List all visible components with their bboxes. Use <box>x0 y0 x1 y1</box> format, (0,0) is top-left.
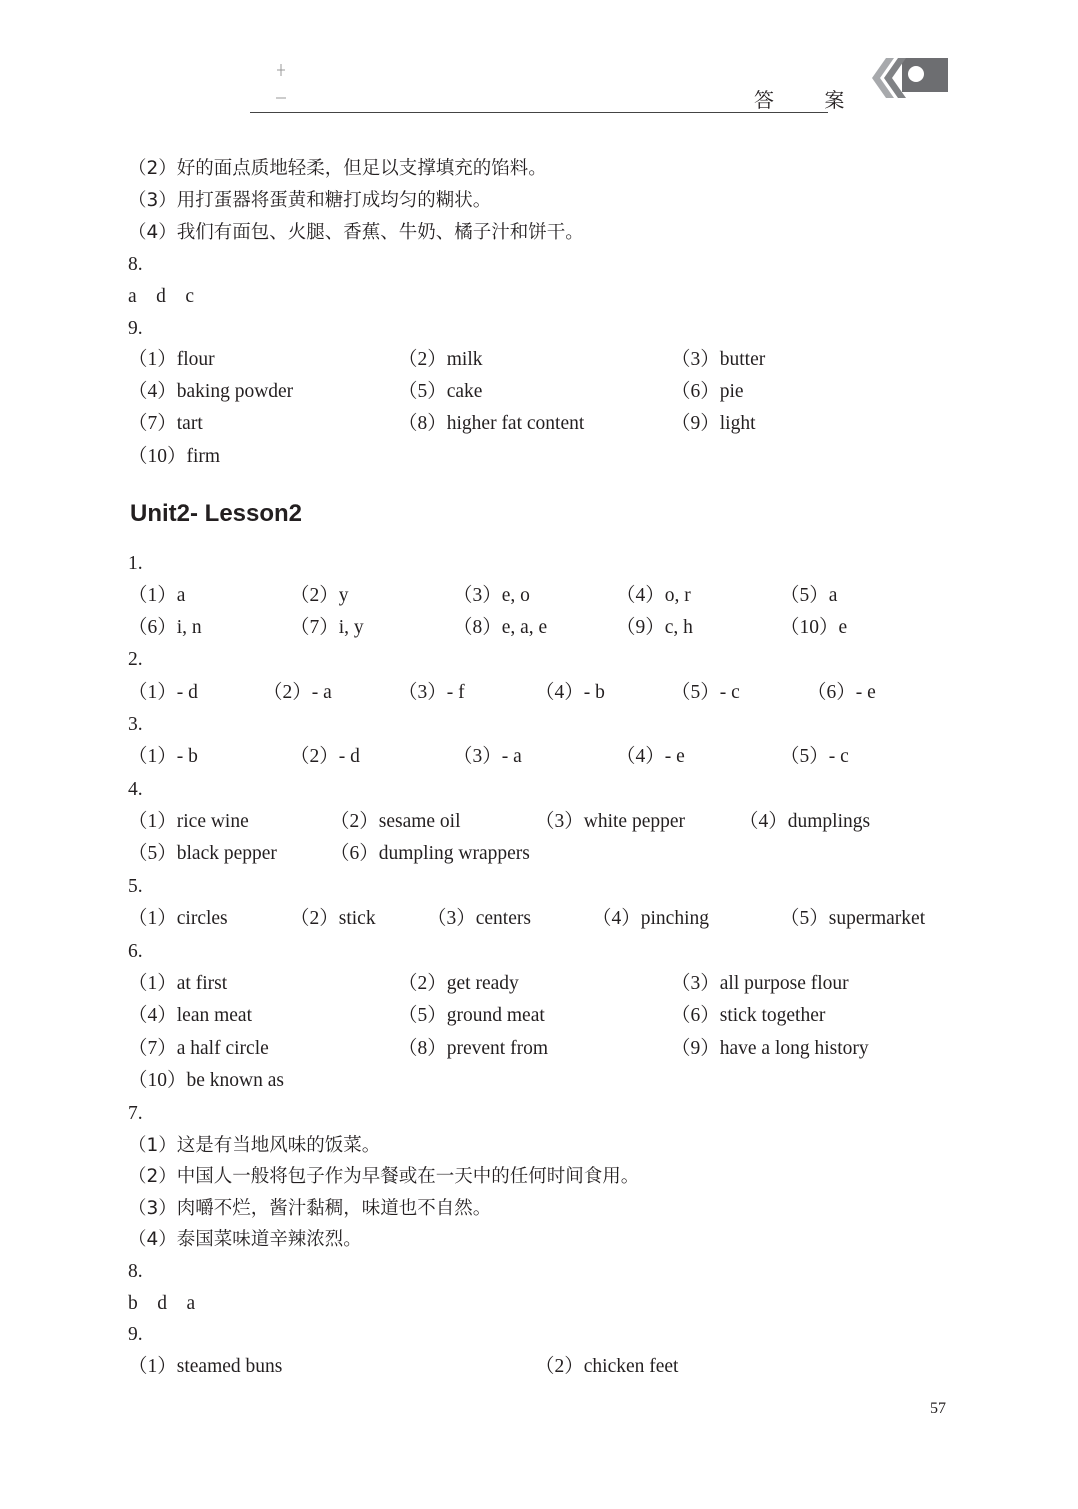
answer-item: （10）be known as <box>128 1070 284 1091</box>
answer-line: b d a <box>128 1293 196 1314</box>
answer-item: （3）- a <box>453 746 522 767</box>
answer-item: （9）have a long history <box>671 1038 869 1059</box>
answer-item: （5）black pepper <box>128 843 277 864</box>
answer-item: （4）lean meat <box>128 1005 252 1026</box>
answer-item: （9）light <box>671 413 756 434</box>
answer-line: （1）这是有当地风味的饭菜。 <box>128 1135 381 1156</box>
answer-item: （4）- e <box>616 746 685 767</box>
question-number: 9. <box>128 318 143 339</box>
answer-item: （8）e, a, e <box>453 617 548 638</box>
answer-item: （5）- c <box>671 682 740 703</box>
answer-item: （4）baking powder <box>128 381 294 402</box>
answer-item: （5）cake <box>398 381 483 402</box>
question-number: 7. <box>128 1103 143 1124</box>
answer-item: （10）e <box>780 617 848 638</box>
question-number: 1. <box>128 553 143 574</box>
answer-item: （7）a half circle <box>128 1038 269 1059</box>
answer-item: （1）- d <box>128 682 198 703</box>
answer-line: （2）好的面点质地轻柔，但足以支撑填充的馅料。 <box>128 158 547 179</box>
answer-item: （3）e, o <box>453 585 530 606</box>
answer-item: （5）- c <box>780 746 849 767</box>
answer-item: （1）circles <box>128 908 228 929</box>
section-title: Unit2- Lesson2 <box>130 500 303 527</box>
answer-item: （6）pie <box>671 381 744 402</box>
answer-item: （5）ground meat <box>398 1005 545 1026</box>
answer-line: （2）中国人一般将包子作为早餐或在一天中的任何时间食用。 <box>128 1166 640 1187</box>
answer-item: （5）a <box>780 585 838 606</box>
answer-item: （1）flour <box>128 349 215 370</box>
page-number: 57 <box>930 1400 946 1417</box>
answer-item: （2）milk <box>398 349 483 370</box>
answer-item: （2）- a <box>263 682 332 703</box>
answer-item: （8）higher fat content <box>398 413 585 434</box>
answer-item: （4）o, r <box>616 585 691 606</box>
answer-item: （6）- e <box>807 682 876 703</box>
answer-item: （8）prevent from <box>398 1038 549 1059</box>
answer-item: （3）all purpose flour <box>671 973 849 994</box>
answer-line: （3）肉嚼不烂，酱汁黏稠，味道也不自然。 <box>128 1198 492 1219</box>
answer-line: （4）我们有面包、火腿、香蕉、牛奶、橘子汁和饼干。 <box>128 222 584 243</box>
question-number: 5. <box>128 876 143 897</box>
header-rule <box>250 112 828 113</box>
answer-item: （5）supermarket <box>780 908 926 929</box>
answer-item: （4）dumplings <box>739 811 871 832</box>
answer-item: （2）sesame oil <box>330 811 461 832</box>
answer-item: （10）firm <box>128 446 221 467</box>
question-number: 3. <box>128 714 143 735</box>
answer-item: （2）stick <box>290 908 376 929</box>
header-title: 答 案 <box>754 88 867 112</box>
question-number: 4. <box>128 779 143 800</box>
chapter-logo-icon <box>866 56 950 102</box>
answer-item: （6）stick together <box>671 1005 826 1026</box>
answer-line: （4）泰国菜味道辛辣浓烈。 <box>128 1229 362 1250</box>
answer-item: （6）dumpling wrappers <box>330 843 530 864</box>
answer-item: （3）white pepper <box>535 811 686 832</box>
question-number: 8. <box>128 1261 143 1282</box>
answer-item: （4）- b <box>535 682 605 703</box>
answer-line: （3）用打蛋器将蛋黄和糖打成均匀的糊状。 <box>128 190 492 211</box>
answer-item: （1）a <box>128 585 186 606</box>
answer-item: （9）c, h <box>616 617 693 638</box>
question-number: 8. <box>128 254 143 275</box>
answer-item: （7）i, y <box>290 617 364 638</box>
header-corner-marks <box>274 62 288 104</box>
answer-item: （2）y <box>290 585 349 606</box>
answer-item: （7）tart <box>128 413 203 434</box>
answer-item: （2）chicken feet <box>535 1356 679 1377</box>
answer-line: a d c <box>128 286 195 307</box>
question-number: 6. <box>128 941 143 962</box>
question-number: 9. <box>128 1324 143 1345</box>
answer-item: （4）pinching <box>592 908 709 929</box>
answer-item: （3）- f <box>398 682 465 703</box>
answer-item: （1）- b <box>128 746 198 767</box>
answer-item: （1）steamed buns <box>128 1356 283 1377</box>
answer-item: （1）rice wine <box>128 811 249 832</box>
answer-item: （2）get ready <box>398 973 519 994</box>
question-number: 2. <box>128 649 143 670</box>
answer-item: （3）centers <box>427 908 531 929</box>
answer-item: （1）at first <box>128 973 228 994</box>
answer-item: （2）- d <box>290 746 360 767</box>
answer-item: （3）butter <box>671 349 766 370</box>
answer-item: （6）i, n <box>128 617 202 638</box>
